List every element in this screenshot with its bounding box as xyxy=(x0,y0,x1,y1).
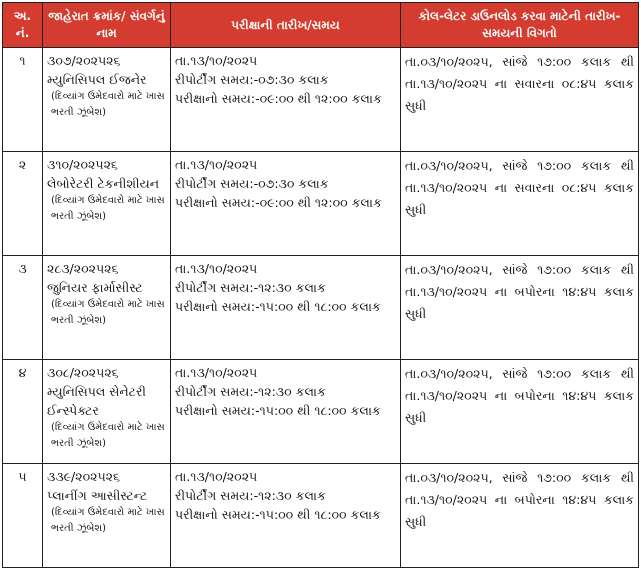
post-name: મ્યુનિસિપલ સેનેટરી ઈન્સ્પેક્ટર xyxy=(47,384,146,418)
post-name: જુનિયર ફાર્માસીસ્ટ xyxy=(47,280,143,295)
row-call-letter: તા.૦૩/૧૦/૨૦૨૫, સાંજે ૧૭:૦૦ કલાક થી તા.૧૩/૧૦/૨૦૨૫ ના સવારના ૦૮:૪૫ કલાક સુધી xyxy=(401,48,639,152)
row-post-cell xyxy=(43,152,171,256)
table-body xyxy=(3,48,639,568)
table-row xyxy=(3,152,639,256)
exam-date: તા.૧૩/૧૦/૨૦૨૫ xyxy=(175,469,258,484)
post-name: પ્લાનીંગ આસીસ્ટન્ટ xyxy=(47,488,148,503)
row-exam-cell xyxy=(171,48,401,152)
special-drive-note: (દિવ્યાંગ ઉમેદવારો માટે ખાસ ભરતી ઝૂંબેશ) xyxy=(51,507,165,534)
exam-date: તા.૧૩/૧૦/૨૦૨૫ xyxy=(175,365,258,380)
exam-time: પરીક્ષાનો સમય:-૦૯:૦૦ થી ૧૨:૦૦ કલાક xyxy=(175,91,382,106)
row-call-letter: તા.૦૩/૧૦/૨૦૨૫, સાંજે ૧૭:૦૦ કલાક થી તા.૧૩/૧૦/૨૦૨૫ ના બપોરના ૧૪:૪૫ કલાક સુધી xyxy=(401,464,639,568)
row-sr-no: ૪ xyxy=(3,360,43,464)
row-exam-cell xyxy=(171,256,401,360)
advt-number: ૩૧૦/૨૦૨૫૨૬ xyxy=(47,157,118,172)
row-call-letter: તા.૦૩/૧૦/૨૦૨૫, સાંજે ૧૭:૦૦ કલાક થી તા.૧૩/૧૦/૨૦૨૫ ના બપોરના ૧૪:૪૫ કલાક સુધી xyxy=(401,360,639,464)
table-row xyxy=(3,48,639,152)
row-post-cell xyxy=(43,360,171,464)
table-row xyxy=(3,464,639,568)
reporting-time: રીપોર્ટીંગ સમય:-૧૨:૩૦ કલાક xyxy=(175,280,326,295)
reporting-time: રીપોર્ટીંગ સમય:-૦૭:૩૦ કલાક xyxy=(175,176,329,191)
header-sr-no: અ. નં. xyxy=(3,3,43,48)
exam-date: તા.૧૩/૧૦/૨૦૨૫ xyxy=(175,157,258,172)
table-header xyxy=(3,3,639,48)
row-call-letter: તા.૦૩/૧૦/૨૦૨૫, સાંજે ૧૭:૦૦ કલાક થી તા.૧૩/૧૦/૨૦૨૫ ના સવારના ૦૮:૪૫ કલાક સુધી xyxy=(401,152,639,256)
row-sr-no: ૨ xyxy=(3,152,43,256)
special-drive-note: (દિવ્યાંગ ઉમેદવારો માટે ખાસ ભરતી ઝૂંબેશ) xyxy=(51,91,165,118)
row-post-cell xyxy=(43,48,171,152)
special-drive-note: (દિવ્યાંગ ઉમેદવારો માટે ખાસ ભરતી ઝૂંબેશ) xyxy=(51,195,165,222)
header-post: જાહેરાત ક્રમાંક/ સંવર્ગનું નામ xyxy=(43,3,171,48)
advt-number: ૩૦૮/૨૦૨૫૨૬ xyxy=(47,365,119,380)
exam-date: તા.૧૩/૧૦/૨૦૨૫ xyxy=(175,261,258,276)
advt-number: ૩૩૯/૨૦૨૫૨૬ xyxy=(47,469,121,484)
row-exam-cell xyxy=(171,360,401,464)
post-name: મ્યુનિસિપલ ઈજનેર xyxy=(47,72,147,87)
exam-time: પરીક્ષાનો સમય:-૧૫:૦૦ થી ૧૮:૦૦ કલાક xyxy=(175,507,381,522)
post-name: લેબોરેટરી ટેકનીશીયન xyxy=(47,176,160,191)
header-row xyxy=(3,3,639,48)
advt-number: ૩૦૭/૨૦૨૫૨૬ xyxy=(47,53,121,68)
header-call-letter-details: કોલ-લેટર ડાઉનલોડ કરવા માટેની તારીખ-સમયની વિગતો xyxy=(401,3,639,48)
row-post-cell xyxy=(43,464,171,568)
exam-schedule-table xyxy=(2,2,639,568)
row-call-letter: તા.૦૩/૧૦/૨૦૨૫, સાંજે ૧૭:૦૦ કલાક થી તા.૧૩/૧૦/૨૦૨૫ ના બપોરના ૧૪:૪૫ કલાક સુધી xyxy=(401,256,639,360)
table-row xyxy=(3,256,639,360)
exam-time: પરીક્ષાનો સમય:-૧૫:૦૦ થી ૧૮:૦૦ કલાક xyxy=(175,403,381,418)
row-post-cell xyxy=(43,256,171,360)
special-drive-note: (દિવ્યાંગ ઉમેદવારો માટે ખાસ ભરતી ઝૂંબેશ) xyxy=(51,422,165,449)
header-exam-date-time: પરીક્ષાની તારીખ/સમય xyxy=(171,3,401,48)
exam-time: પરીક્ષાનો સમય:-૧૫:૦૦ થી ૧૮:૦૦ કલાક xyxy=(175,299,381,314)
reporting-time: રીપોર્ટીંગ સમય:-૧૨:૩૦ કલાક xyxy=(175,488,326,503)
reporting-time: રીપોર્ટીંગ સમય:-૦૭:૩૦ કલાક xyxy=(175,72,329,87)
row-sr-no: ૩ xyxy=(3,256,43,360)
row-exam-cell xyxy=(171,152,401,256)
exam-time: પરીક્ષાનો સમય:-૦૯:૦૦ થી ૧૨:૦૦ કલાક xyxy=(175,195,382,210)
exam-date: તા.૧૩/૧૦/૨૦૨૫ xyxy=(175,53,258,68)
special-drive-note: (દિવ્યાંગ ઉમેદવારો માટે ખાસ ભરતી ઝૂંબેશ) xyxy=(51,299,165,326)
row-exam-cell xyxy=(171,464,401,568)
row-sr-no: ૫ xyxy=(3,464,43,568)
reporting-time: રીપોર્ટીંગ સમય:-૧૨:૩૦ કલાક xyxy=(175,384,326,399)
row-sr-no: ૧ xyxy=(3,48,43,152)
table-row xyxy=(3,360,639,464)
advt-number: ૨૮૩/૨૦૨૫૨૬ xyxy=(47,261,119,276)
